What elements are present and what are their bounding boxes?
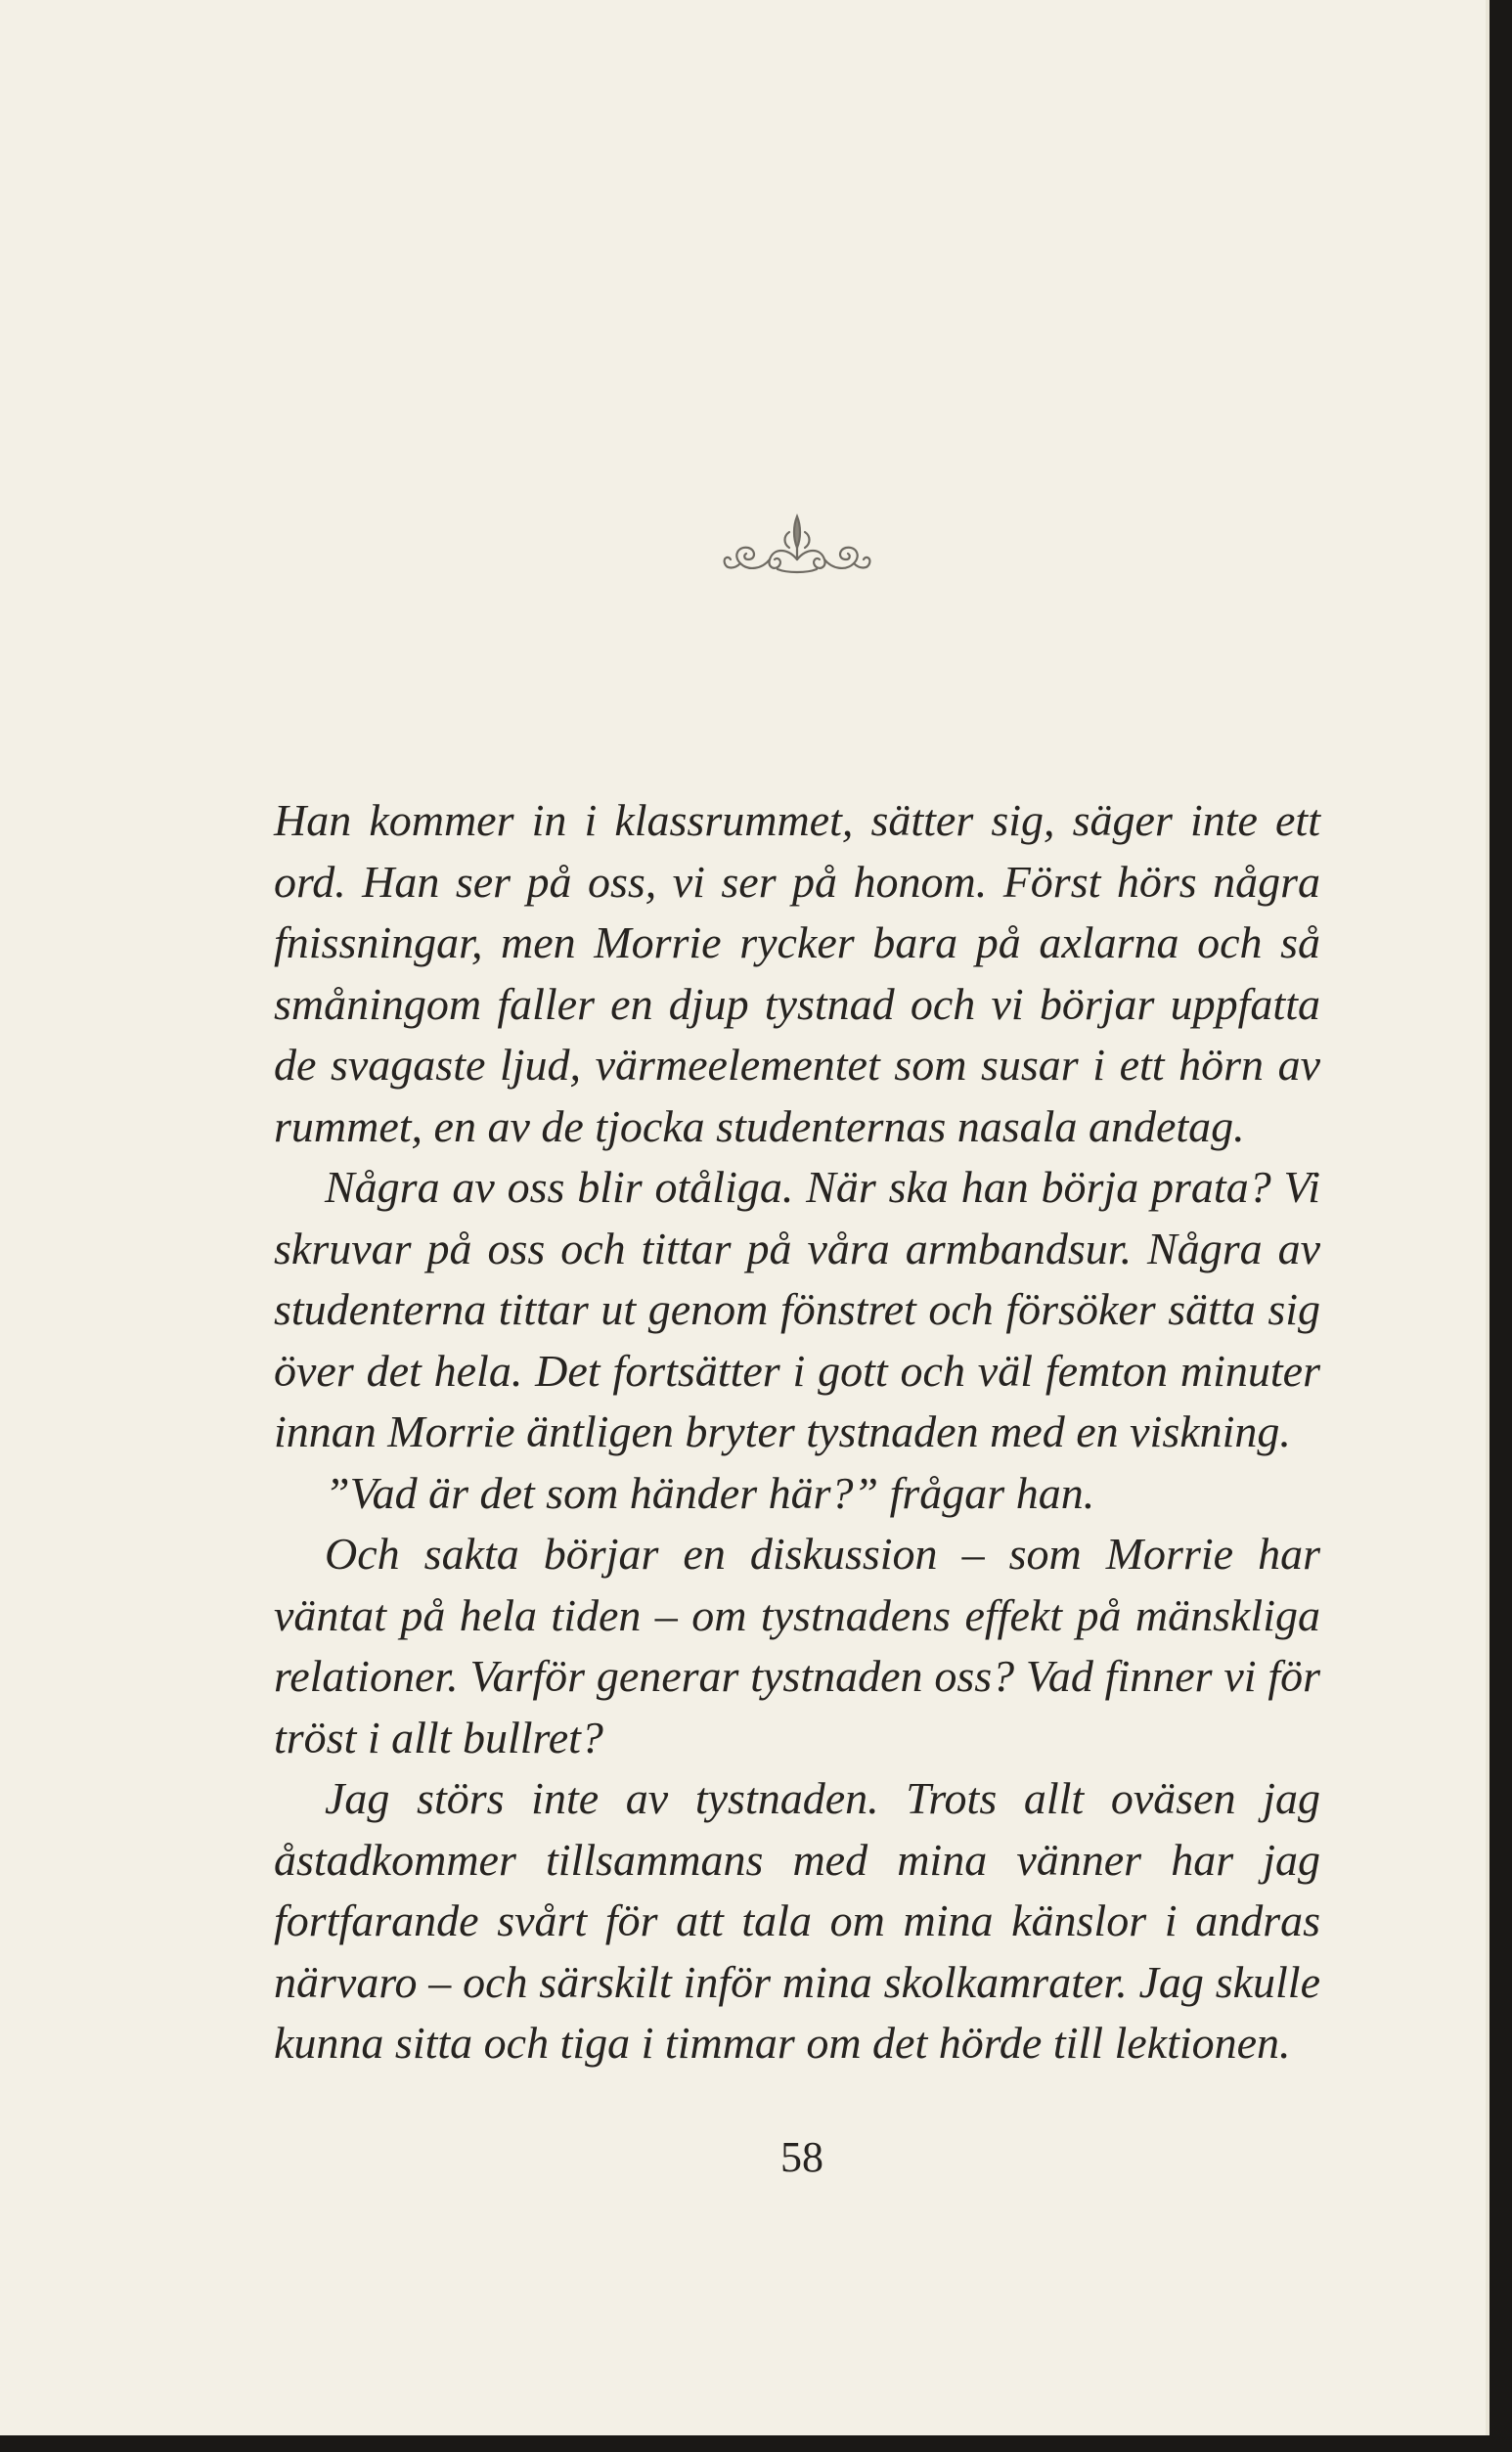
scan-edge-bottom xyxy=(0,2435,1512,2452)
paragraph: ”Vad är det som händer här?” frågar han. xyxy=(325,1467,1095,1518)
fleuron-ornament-icon xyxy=(719,509,875,577)
page-number: 58 xyxy=(780,2133,823,2181)
paragraph: Han kommer in i klassrummet, sätter sig, säger inte ett ord. Han ser på oss, vi ser på honom. Först hörs några fnissningar, men Morrie rycker bara på axlarna och så småningom faller en djup tystnad och vi börjar uppfatta de svagaste ljud, värmeelementet som susar i ett hörn av rummet, en av de tjocka studenternas nasala andetag. xyxy=(274,795,1320,1151)
scan-edge-right xyxy=(1486,0,1512,2452)
paragraph: Jag störs inte av tystnaden. Trots allt oväsen jag åstadkommer tillsammans med mina vänner har jag fortfarande svårt för att tala om mina känslor i andras närvaro – och särskilt inför mina skolkamrater. Jag skulle kunna sitta och tiga i timmar om det hörde till lektionen. xyxy=(274,1773,1320,2068)
body-text xyxy=(274,790,1320,2074)
paragraph: Och sakta börjar en diskussion – som Morrie har väntat på hela tiden – om tystnadens effekt på mänskliga relationer. Varför generar tystnaden oss? Vad finner vi för tröst i allt bullret? xyxy=(274,1529,1320,1762)
paragraph: Några av oss blir otåliga. När ska han börja prata? Vi skruvar på oss och tittar på våra armbandsur. Några av studenterna tittar ut genom fönstret och försöker sätta sig över det hela. Det fortsätter i gott och väl femton minuter innan Morrie äntligen bryter tystnaden med en viskning. xyxy=(274,1162,1320,1456)
